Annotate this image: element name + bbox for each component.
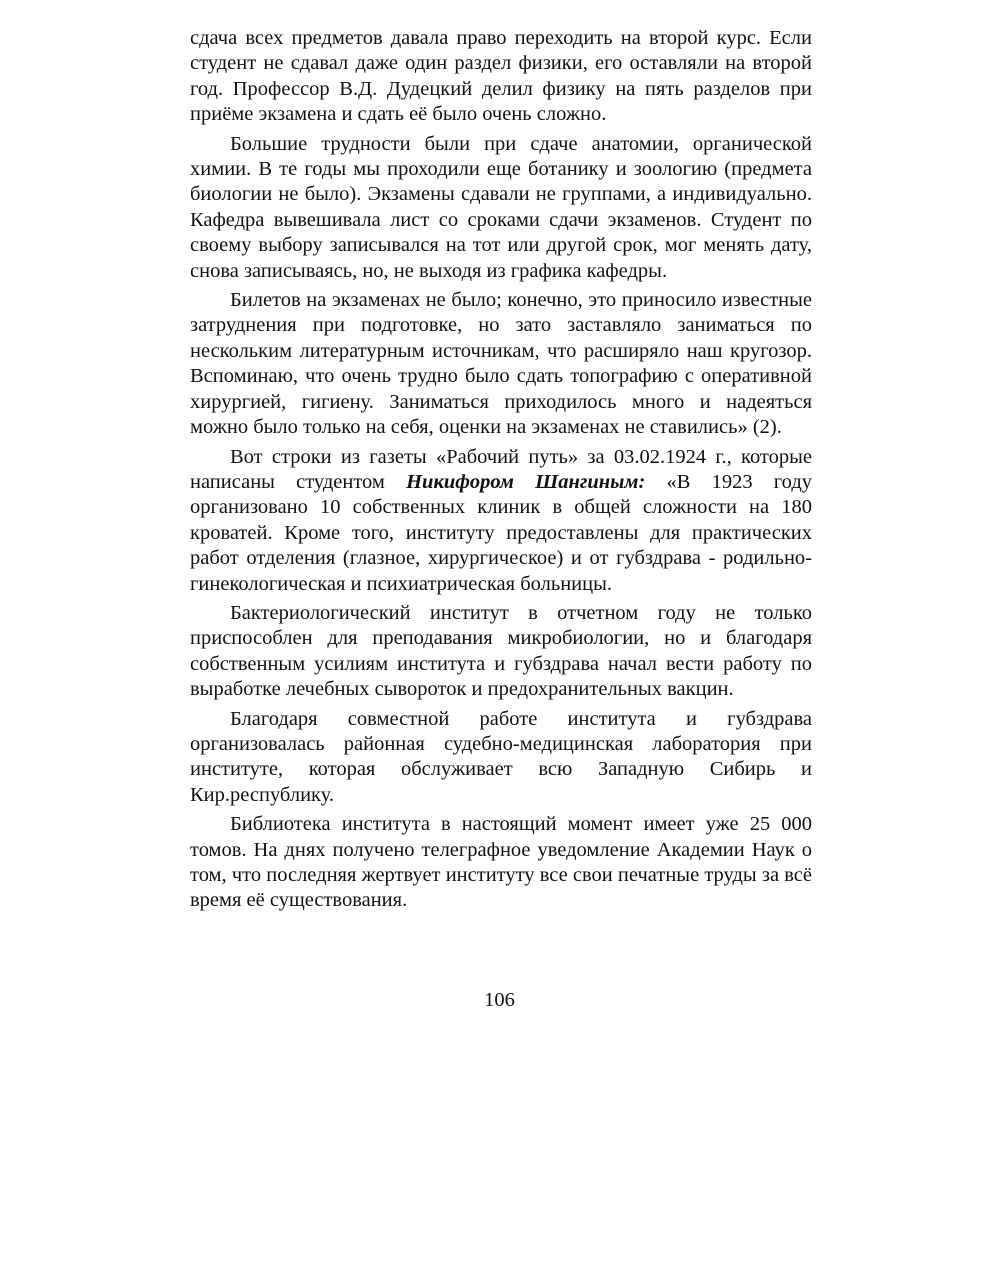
paragraph-bacteriological-institute: Бактериологический институт в отчетном году не только приспособлен для преподавания микробиологии, но и благодаря собственным усилиям института и губздрава начал вести работу по выработке лечебных сывороток и предохранительных вакцин. [190,601,812,701]
student-name: Никифором Шангиным: [406,470,646,493]
paragraph-newspaper-quote [190,445,812,597]
newspaper-quote-text: «В 1923 году организовано 10 собственных клиник в общей сложности на 180 кроватей. Кроме того, институту предоставлены для практических работ отделения (глазное, хирургическое) и от губздрава - родильно-гинекологическая и психиатрическая больницы. [190,470,813,595]
page-body [190,26,812,918]
paragraph-exam-physics: сдача всех предметов давала право переходить на второй курс. Если студент не сдавал даже один раздел физики, его оставляли на второй год. Профессор В.Д. Дудецкий делил физику на пять разделов при приёме экзамена и сдать её было очень сложно. [190,27,812,126]
paragraph-library: Библиотека института в настоящий момент имеет уже 25 000 томов. На днях получено телеграфное уведомление Академии Наук о том, что последняя жертвует институту все свои печатные труды за всё время её существования. [190,813,812,912]
newspaper-intro-text: Вот строки из газеты «Рабочий путь» за 03.02.1924 г., которые написаны студентом [190,445,812,493]
paragraph-forensic-laboratory: Благодаря совместной работе института и губздрава организовалась районная судебно-медицинская лаборатория при институте, которая обслуживает всю Западную Сибирь и Кир.республику. [190,707,812,806]
page-number: 106 [484,989,515,1011]
paragraph-anatomy-difficulties: Большие трудности были при сдаче анатомии, органической химии. В те годы мы проходили еще ботанику и зоологию (предмета биологии не было). Экзамены сдавали не группами, а индивидуально. Кафедра вывешивала лист со сроками сдачи экзаменов. Студент по своему выбору записывался на тот или другой срок, мог менять дату, снова записываясь, но, не выходя из графика кафедры. [190,132,812,282]
paragraph-no-tickets: Билетов на экзаменах не было; конечно, это приносило известные затруднения при подготовке, но зато заставляло заниматься по нескольким литературным источникам, что расширяло наш кругозор. Вспоминаю, что очень трудно было сдать топографию с оперативной хирургией, гигиену. Заниматься приходилось много и надеяться можно было только на себя, оценки на экзаменах не ставились» (2). [190,289,812,439]
